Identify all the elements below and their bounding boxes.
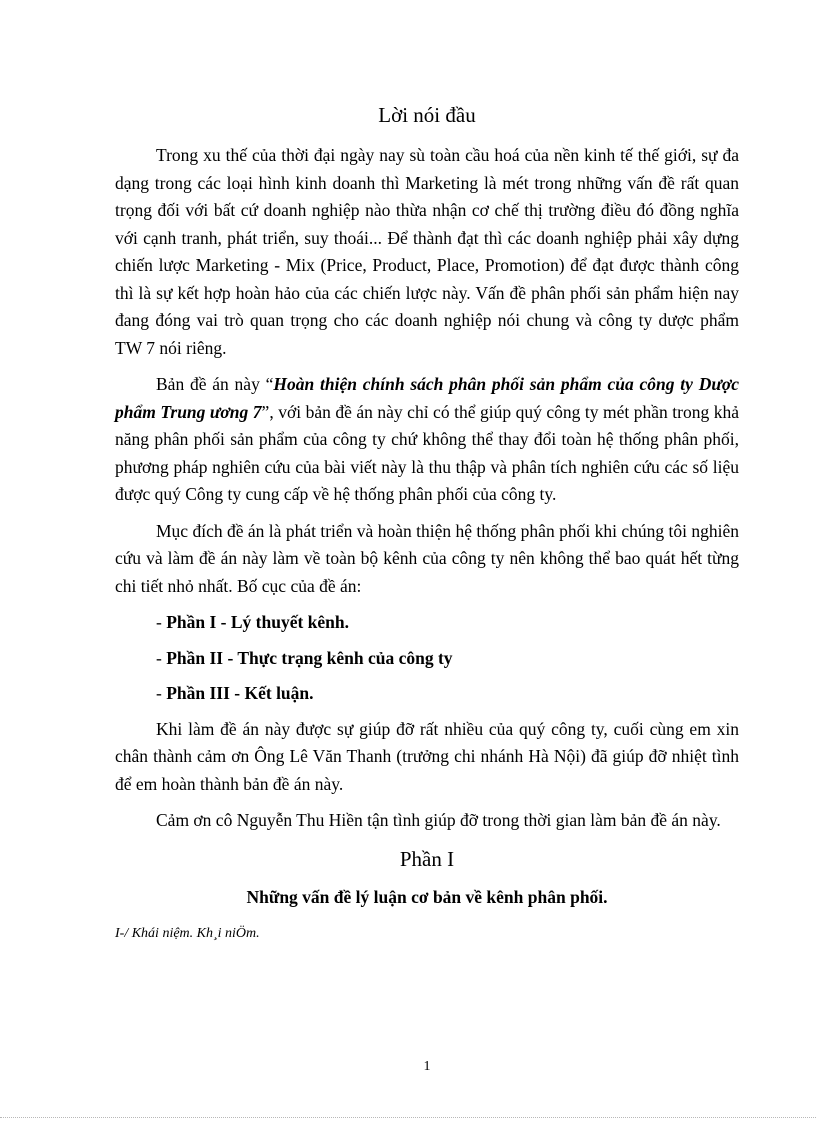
part-subtitle: Những vấn đề lý luận cơ bản về kênh phân phối. — [246, 886, 608, 907]
paragraph-thanks: Cảm ơn cô Nguyễn Thu Hiền tận tình giúp đỡ trong thời gian làm bản đề án này. — [156, 810, 721, 830]
part-heading: Phần I — [399, 846, 455, 871]
paragraph-project-title-rest: ”, với bản đề án này chỉ có thể giúp quý công ty mét phần trong khả năng phân phối sản phẩm của công ty chứ không thể thay đổi toàn hệ thống phân phối, phương pháp nghiên cứu của bài viết này là thu thập và phân tích nghiên cứu các số liệu được quý Công ty cung cấp về hệ thống phân phối của công ty. — [115, 401, 739, 504]
project-title-emphasis: Hoàn thiện chính sách phân phối sản phẩm của công ty Dược phẩm Trung ương 7 — [115, 374, 739, 422]
page-bottom-divider — [0, 1117, 816, 1118]
outline-item-text: Phần II - Thực trạng kênh của công ty — [166, 647, 453, 668]
section-heading: I-/ Khái niệm. Kh¸i niÖm. — [115, 925, 260, 941]
outline-item-prefix: - — [156, 647, 167, 668]
outline-list — [115, 609, 739, 708]
outline-item-text: Phần III - Kết luận. — [166, 683, 314, 703]
outline-item — [115, 680, 739, 708]
outline-item — [115, 609, 739, 637]
outline-item-prefix: - — [156, 683, 167, 703]
paragraph-introduction: Trong xu thế của thời đại ngày nay sù toàn cầu hoá của nền kinh tế thế giới, sự đa dạng trong các loại hình kinh doanh thì Marketing là mét trong những vấn đề rất quan trọng đối với bất cứ doanh nghiệp nào thừa nhận cơ chế thị trường điều đó đồng nghĩa với cạnh tranh, phát triển, suy thoái... Để thành đạt thì các doanh nghiệp phải xây dựng chiến lược Marketing - Mix (Price, Product, Place, Promotion) để đạt được thành công thì là sự kết hợp hoàn hảo của các chiến lược này. Vấn đề phân phối sản phẩm hiện nay đang đóng vai trò quan trọng cho các doanh nghiệp nói chung và công ty dược phẩm TW 7 nói riêng. — [115, 145, 739, 358]
outline-item — [115, 645, 739, 673]
paragraph-project-title-lead: Bản đề án này “ — [156, 374, 274, 394]
outline-item-text: Phần I - Lý thuyết kênh. — [166, 612, 350, 632]
paragraph-project-title — [115, 371, 739, 509]
paragraph-purpose: Mục đích đề án là phát triển và hoàn thiện hệ thống phân phối khi chúng tôi nghiên cứu và làm đề án này làm về toàn bộ kênh của công ty nên không thể bao quát hết từng chi tiết nhỏ nhất. Bố cục của đề án: — [115, 520, 739, 596]
paragraph-acknowledgement: Khi làm đề án này được sự giúp đỡ rất nhiều của quý công ty, cuối cùng em xin chân thành cảm ơn Ông Lê Văn Thanh (trưởng chi nhánh Hà Nội) đã giúp đỡ nhiệt tình để em hoàn thành bản đề án này. — [115, 718, 739, 794]
document-title: Lời nói đầu — [378, 103, 476, 127]
document-page — [115, 100, 739, 946]
page-number: 1 — [423, 1059, 431, 1074]
outline-item-prefix: - — [156, 612, 167, 632]
